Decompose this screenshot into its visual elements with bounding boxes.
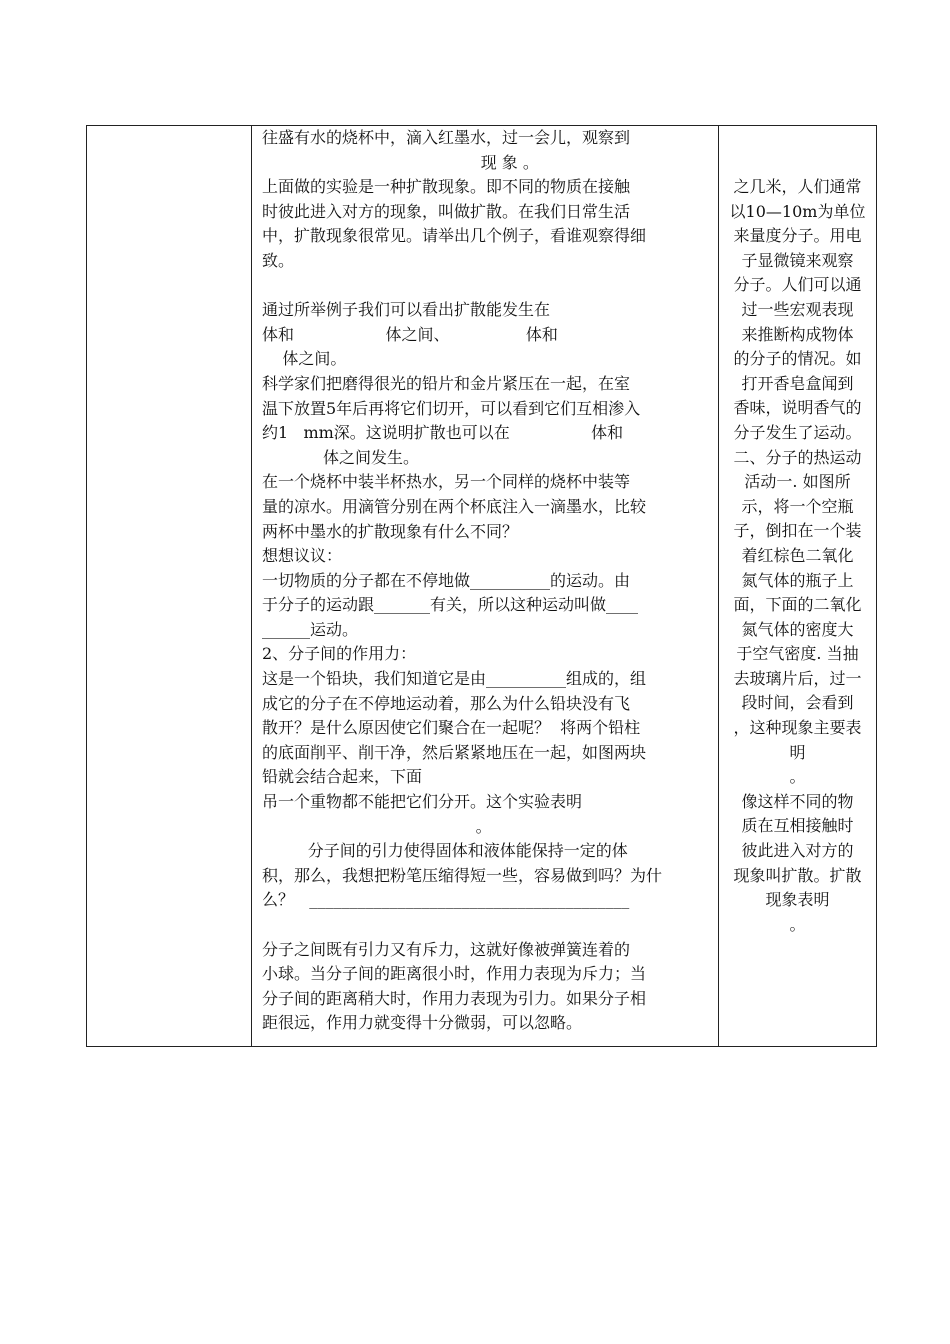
right-text-line: 来量度分子。用电 xyxy=(733,226,862,246)
right-text-line: 着红棕色二氧化 xyxy=(741,545,854,565)
middle-text-line: 现 象 。 xyxy=(262,152,539,172)
middle-text-line: 分子间的引力使得固体和液体能保持一定的体 xyxy=(262,841,628,861)
middle-text-line: 铅就会结合起来，下面 xyxy=(262,767,423,787)
middle-text-line: 2、分子间的作用力： xyxy=(262,644,417,664)
right-text-line: 像这样不同的物 xyxy=(741,791,854,811)
right-text-line: 来推断构成物体 xyxy=(741,324,854,344)
right-column-text xyxy=(721,175,874,937)
middle-text-line: 小球。当分子间的距离很小时，作用力表现为斥力；当 xyxy=(262,964,647,984)
middle-text-line: 分子间的距离稍大时，作用力表现为引力。如果分子相 xyxy=(262,988,647,1008)
right-text-line: 以10—10m为单位 xyxy=(729,201,866,221)
right-text-line: 于空气密度. 当抽 xyxy=(736,644,859,664)
middle-text-line: 在一个烧杯中装半杯热水，另一个同样的烧杯中装等 xyxy=(262,472,631,492)
middle-text-line: 于分子的运动跟_______有关，所以这种运动叫做____ xyxy=(262,595,639,615)
middle-text-line: 约1 mm深。这说明扩散也可以在 体和 xyxy=(262,423,624,443)
right-text-line: 明 xyxy=(789,742,806,762)
right-text-line: 面，下面的二氧化 xyxy=(733,595,862,615)
right-text-line: 去玻璃片后，过一 xyxy=(733,668,862,688)
middle-text-line: 吊一个重物都不能把它们分开。这个实验表明 xyxy=(262,792,583,812)
middle-text-line: 么？ ________________________________________ xyxy=(262,890,630,910)
right-text-line: 现象表明 xyxy=(765,890,830,910)
right-text-line: 分子发生了运动。 xyxy=(733,422,862,442)
middle-text-line: 致。 xyxy=(262,250,295,270)
middle-text-line: 。 xyxy=(262,816,492,836)
middle-text-line: 中，扩散现象很常见。请举出几个例子，看谁观察得细 xyxy=(262,226,647,246)
middle-text-line: 通过所举例子我们可以看出扩散能发生在 xyxy=(262,300,551,320)
right-text-line: 过一些宏观表现 xyxy=(741,299,854,319)
right-text-line: 香味，说明香气的 xyxy=(733,398,862,418)
middle-text-line: 量的凉水。用滴管分别在两个杯底注入一滴墨水，比较 xyxy=(262,496,647,516)
right-text-line: 。 xyxy=(789,767,806,787)
document-table xyxy=(86,125,877,1047)
middle-text-line: 一切物质的分子都在不停地做__________的运动。由 xyxy=(262,570,631,590)
right-text-line: 活动一. 如图所 xyxy=(744,472,851,492)
right-text-line: 氮气体的瓶子上 xyxy=(741,570,854,590)
right-column-spacer xyxy=(721,126,874,175)
right-text-line: 子显微镜来观察 xyxy=(741,250,854,270)
middle-text-line: 往盛有水的烧杯中，滴入红墨水，过一会儿，观察到 xyxy=(262,128,631,147)
middle-text-line: 体之间。 xyxy=(262,349,347,369)
middle-text-line: 想想议议： xyxy=(262,546,343,566)
middle-text-line: 积，那么，我想把粉笔压缩得短一些，容易做到吗？为什 xyxy=(262,865,663,885)
middle-text-line xyxy=(262,913,712,938)
right-text-line: 子，倒扣在一个装 xyxy=(733,521,862,541)
right-text-line: 之几米，人们通常 xyxy=(733,177,862,196)
left-column xyxy=(87,126,252,1046)
middle-text-line: 的底面削平、削干净，然后紧紧地压在一起，如图两块 xyxy=(262,742,647,762)
middle-text-line: 分子之间既有引力又有斥力，这就好像被弹簧连着的 xyxy=(262,939,631,959)
middle-text-line: ______运动。 xyxy=(262,619,359,639)
middle-text-line: 这是一个铅块，我们知道它是由__________组成的，组 xyxy=(262,669,647,689)
right-text-line: 现象叫扩散。扩散 xyxy=(733,865,862,885)
middle-text-line: 温下放置5年后再将它们切开，可以看到它们互相渗入 xyxy=(262,398,641,418)
right-text-line: 二、分子的热运动 xyxy=(733,447,862,467)
middle-text-line: 上面做的实验是一种扩散现象。即不同的物质在接触 xyxy=(262,177,631,197)
right-text-line: 示，将一个空瓶 xyxy=(741,496,854,516)
right-text-line: 分子。人们可以通 xyxy=(733,275,862,295)
middle-column xyxy=(252,126,719,1046)
middle-text-line: 两杯中墨水的扩散现象有什么不同？ xyxy=(262,521,519,541)
middle-text-line: 成它的分子在不停地运动着，那么为什么铅块没有飞 xyxy=(262,693,631,713)
middle-text-line: 科学家们把磨得很光的铅片和金片紧压在一起，在室 xyxy=(262,373,631,393)
right-text-line: 段时间，会看到 xyxy=(741,693,854,713)
right-column xyxy=(719,126,876,1046)
right-text-line: 彼此进入对方的 xyxy=(741,841,854,861)
middle-text-line: 散开？是什么原因使它们聚合在一起呢？ 将两个铅柱 xyxy=(262,718,641,738)
middle-text-line xyxy=(262,274,712,299)
right-text-line: 的分子的情况。如 xyxy=(733,349,862,369)
right-text-line: ，这种现象主要表 xyxy=(733,718,862,738)
middle-text-line: 体之间发生。 xyxy=(262,447,420,467)
middle-text-line: 时彼此进入对方的现象，叫做扩散。在我们日常生活 xyxy=(262,201,631,221)
middle-text-line: 体和 体之间、 体和 xyxy=(262,324,558,344)
right-text-line: 质在互相接触时 xyxy=(741,816,854,836)
middle-text-line: 距很远，作用力就变得十分微弱，可以忽略。 xyxy=(262,1013,583,1033)
right-text-line: 。 xyxy=(789,914,806,934)
right-text-line: 氮气体的密度大 xyxy=(741,619,854,639)
right-text-line: 打开香皂盒闻到 xyxy=(741,373,854,393)
